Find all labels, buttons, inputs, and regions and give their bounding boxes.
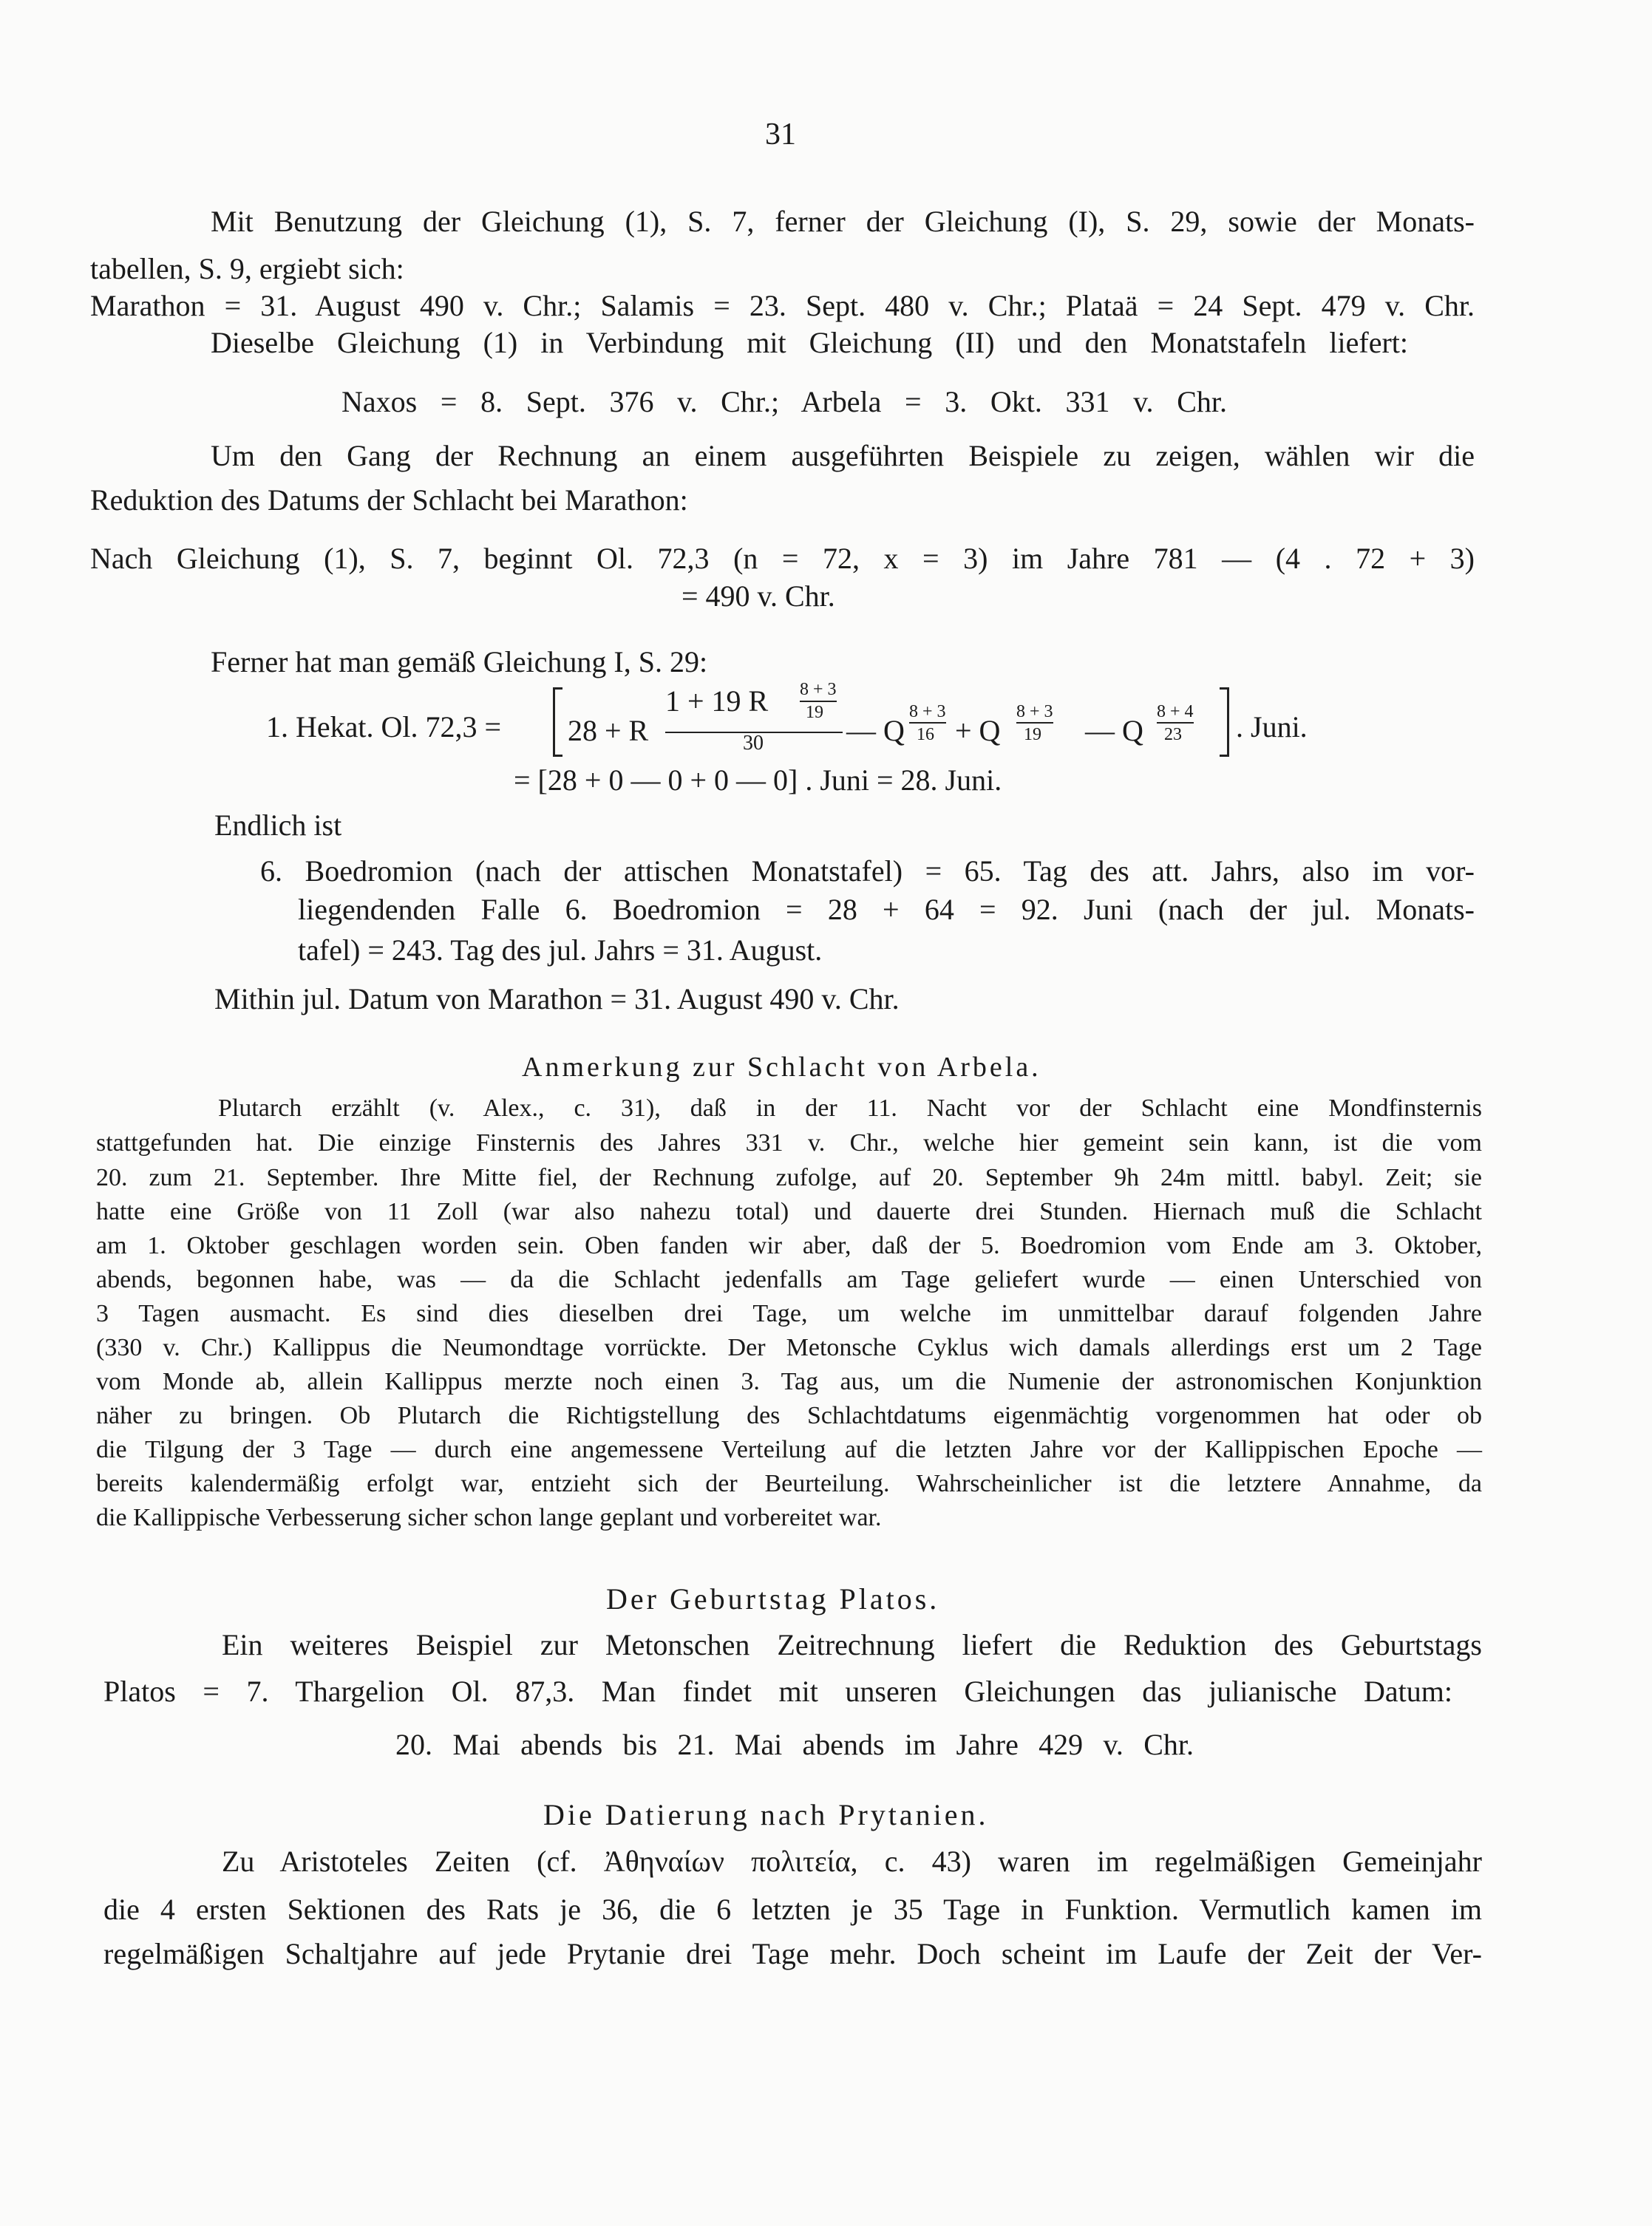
note-line: am 1. Oktober geschlagen worden sein. Oben fanden wir aber, daß der 5. Boedromion vom Ende am 3. Oktober, [96,1232,1482,1259]
note-line: abends, begonnen habe, was — da die Schlacht jedenfalls am Tage geliefert wurde — einen Unterschied von [96,1266,1482,1293]
para5-line2: 6. Boedromion (nach der attischen Monatstafel) = 65. Tag des att. Jahrs, also im vor- [260,854,1475,888]
note-line: näher zu bringen. Ob Plutarch die Richtigstellung des Schlachtdatums eigenmächtig vorgenommen hat oder ob [96,1402,1482,1429]
para1-line5: Naxos = 8. Sept. 376 v. Chr.; Arbela = 3. Okt. 331 v. Chr. [341,385,1227,418]
formula-lead: 1. Hekat. Ol. 72,3 = [266,710,502,743]
formula-open: 28 + R [568,714,649,747]
frac-numerator: 1 + 19 R [665,684,769,718]
q1-bar [909,722,946,724]
q3-den: 23 [1164,725,1182,744]
prytanien-line2: die 4 ersten Sektionen des Rats je 36, die 6 letzten je 35 Tage in Funktion. Vermutlich kamen im [103,1893,1482,1926]
formula-line2: = [28 + 0 — 0 + 0 — 0] . Juni = 28. Juni. [514,763,1002,797]
note-line: Plutarch erzählt (v. Alex., c. 31), daß in der 11. Nacht vor der Schlacht eine Mondfinsternis [218,1095,1482,1122]
note-line: 20. zum 21. September. Ihre Mitte fiel, der Rechnung zufolge, auf 20. September 9h 24m mittl. babyl. Zeit; sie [96,1164,1482,1191]
note-line: die Kallippische Verbesserung sicher schon lange geplant und vorbereitet war. [96,1504,882,1531]
q3: — Q [1085,714,1143,747]
q2-num: 8 + 3 [1016,702,1053,721]
note-line: stattgefunden hat. Die einzige Finsternis des Jahres 331 v. Chr., welche hier gemeint sein kann, ist die vom [96,1129,1482,1157]
page-number: 31 [765,118,796,152]
para3-line2: = 490 v. Chr. [681,579,835,613]
plato-line3: 20. Mai abends bis 21. Mai abends im Jahre 429 v. Chr. [395,1728,1194,1761]
note-heading: Anmerkung zur Schlacht von Arbela. [522,1052,1041,1083]
formula-bracket-open [553,687,562,757]
para4-line1: Ferner hat man gemäß Gleichung I, S. 29: [211,645,708,678]
note-line: bereits kalendermäßig erfolgt war, entzieht sich der Beurteilung. Wahrscheinlicher ist die letztere Annahme, da [96,1470,1482,1497]
para1-line1: Mit Benutzung der Gleichung (1), S. 7, ferner der Gleichung (I), S. 29, sowie der Monats- [211,205,1475,238]
para2-line2: Reduktion des Datums der Schlacht bei Marathon: [90,483,688,517]
para5-line5: Mithin jul. Datum von Marathon = 31. August 490 v. Chr. [214,982,900,1015]
prytanien-line3: regelmäßigen Schaltjahre auf jede Prytanie drei Tage mehr. Doch scheint im Laufe der Zeit der Ver- [103,1937,1482,1970]
prytanien-line1: Zu Aristoteles Zeiten (cf. Ἀθηναίων πολιτεία, c. 43) waren im regelmäßigen Gemeinjahr [222,1845,1482,1878]
q3-bar [1157,722,1194,724]
q1-num: 8 + 3 [909,702,946,721]
note-line: die Tilgung der 3 Tage — durch eine angemessene Verteilung auf die letzten Jahre vor der Kallippischen Epoche — [96,1436,1482,1463]
q1-den: 16 [917,725,934,744]
q3-num: 8 + 4 [1157,702,1194,721]
formula-bracket-close [1220,687,1229,757]
plato-heading: Der Geburtstag Platos. [606,1582,940,1616]
q2-bar [1016,722,1053,724]
prytanien-heading: Die Datierung nach Prytanien. [543,1798,989,1831]
formula-tail: . Juni. [1236,710,1308,743]
para3-line1: Nach Gleichung (1), S. 7, beginnt Ol. 72,3 (n = 72, x = 3) im Jahre 781 — (4 . 72 + 3) [90,542,1475,575]
para1-line4: Dieselbe Gleichung (1) in Verbindung mit Gleichung (II) und den Monatstafeln liefert: [211,326,1408,359]
frac-num-sup-bar [800,701,837,702]
q1: — Q [846,714,905,747]
para5-line4: tafel) = 243. Tag des jul. Jahrs = 31. August. [298,933,823,967]
q2-den: 19 [1024,725,1041,744]
q2: + Q [955,714,1001,747]
frac-num-sup-num: 8 + 3 [800,680,837,699]
plato-line2: Platos = 7. Thargelion Ol. 87,3. Man findet mit unseren Gleichungen das julianische Datum: [103,1675,1452,1708]
para1-line3: Marathon = 31. August 490 v. Chr.; Salamis = 23. Sept. 480 v. Chr.; Plataä = 24 Sept. 479 v. Chr. [90,289,1475,322]
para5-line1: Endlich ist [214,809,342,842]
note-line: hatte eine Größe von 11 Zoll (war also nahezu total) und dauerte drei Stunden. Hiernach muß die Schlacht [96,1198,1482,1225]
note-line: 3 Tagen ausmacht. Es sind dies dieselben drei Tage, um welche im unmittelbar darauf folgenden Jahre [96,1300,1482,1327]
para2-line1: Um den Gang der Rechnung an einem ausgeführten Beispiele zu zeigen, wählen wir die [211,439,1475,472]
frac-denominator: 30 [743,732,764,755]
para5-line3: liegendenden Falle 6. Boedromion = 28 + 64 = 92. Juni (nach der jul. Monats- [298,893,1475,926]
note-line: (330 v. Chr.) Kallippus die Neumondtage vorrückte. Der Metonsche Cyklus wich damals allerdings erst um 2 Tage [96,1334,1482,1361]
para1-line2: tabellen, S. 9, ergiebt sich: [90,252,404,285]
frac-num-sup-den: 19 [806,703,823,722]
plato-line1: Ein weiteres Beispiel zur Metonschen Zeitrechnung liefert die Reduktion des Geburtstags [222,1628,1482,1661]
note-line: vom Monde ab, allein Kallippus merzte noch einen 3. Tag aus, um die Numenie der astronomischen Konjunktion [96,1368,1482,1395]
